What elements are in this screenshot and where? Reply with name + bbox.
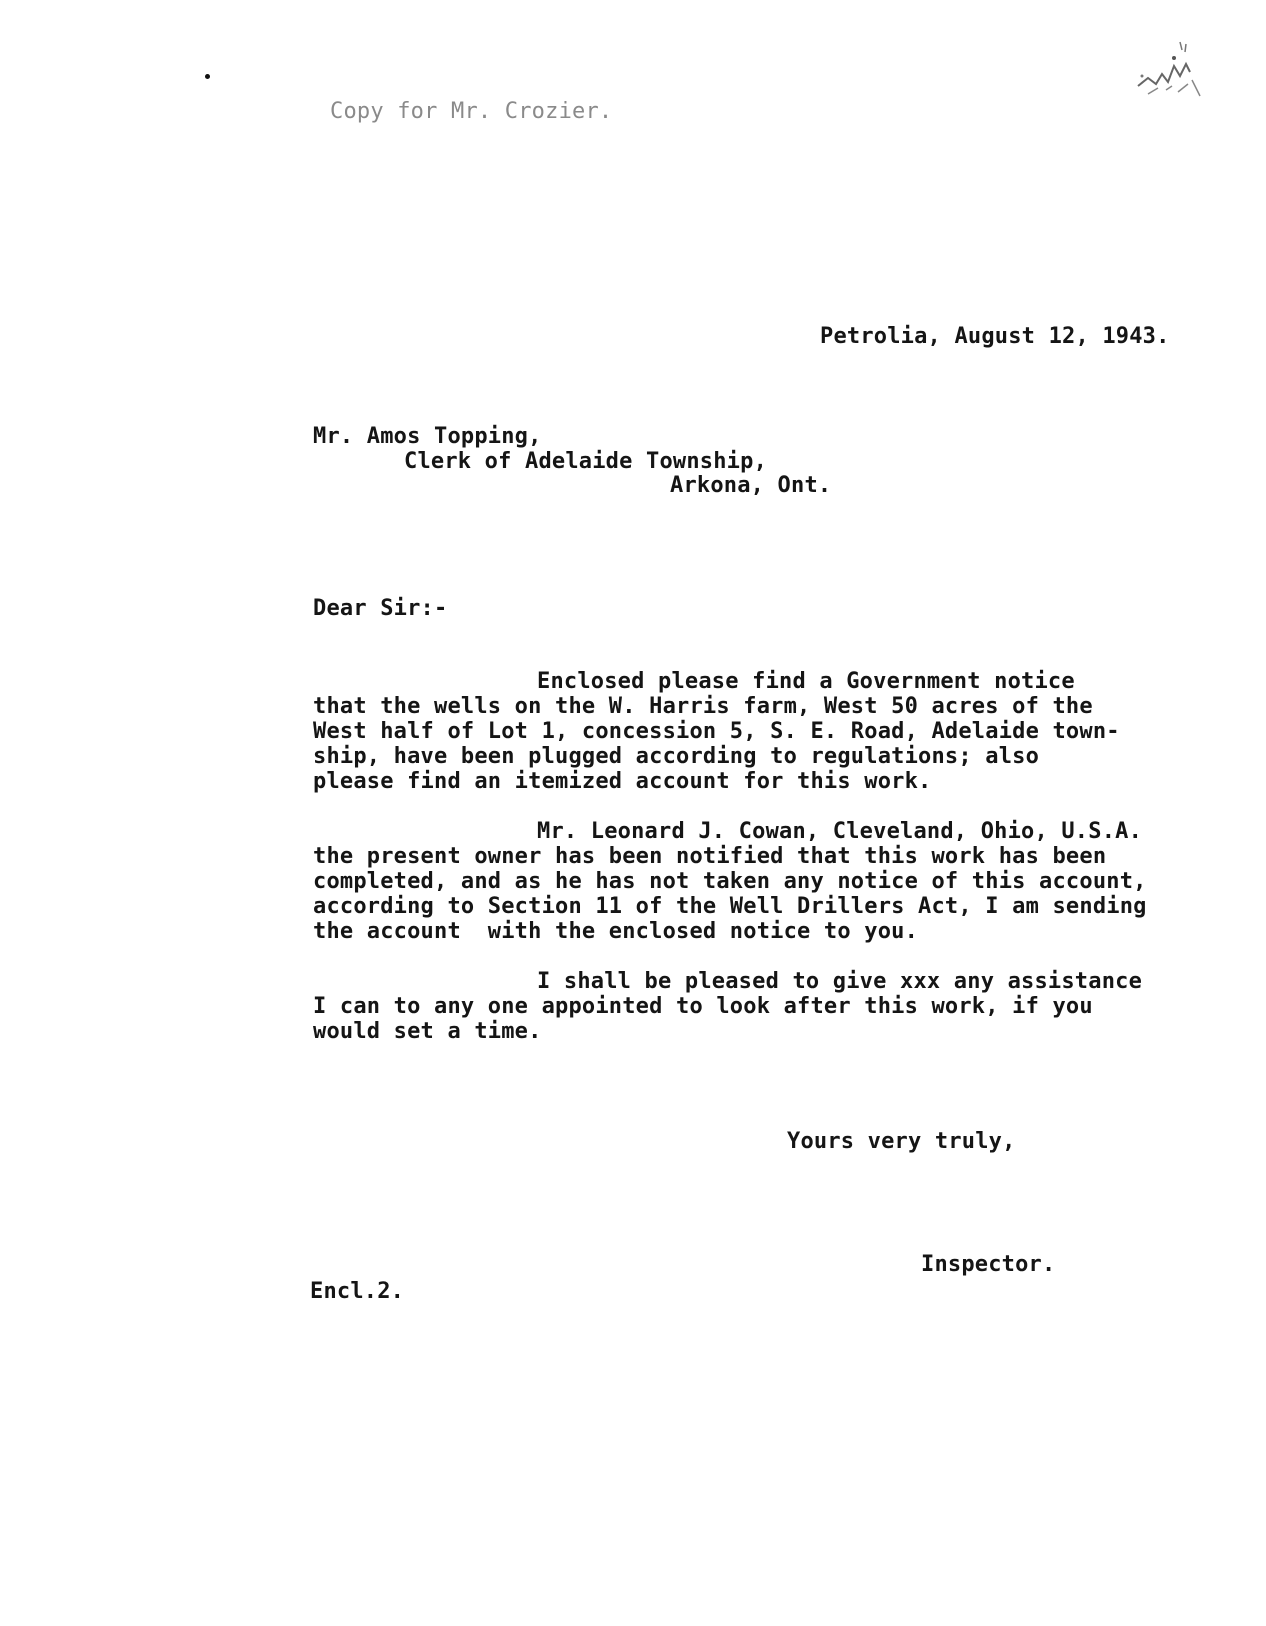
- ink-dot: [205, 74, 210, 79]
- copy-note: Copy for Mr. Crozier.: [330, 99, 613, 124]
- paragraph-line: West half of Lot 1, concession 5, S. E. Road, Adelaide town-: [313, 719, 1120, 744]
- date-line: Petrolia, August 12, 1943.: [820, 324, 1170, 349]
- salutation: Dear Sir:-: [313, 596, 448, 621]
- paragraph-line: Mr. Leonard J. Cowan, Cleveland, Ohio, U.S.A.: [537, 819, 1143, 844]
- paragraph-line: completed, and as he has not taken any notice of this account,: [313, 869, 1147, 894]
- paragraph-line: according to Section 11 of the Well Drillers Act, I am sending: [313, 894, 1147, 919]
- address-line-1: Mr. Amos Topping,: [313, 424, 542, 449]
- enclosure-note: Encl.2.: [310, 1279, 405, 1304]
- paragraph-line: I can to any one appointed to look after this work, if you: [313, 994, 1093, 1019]
- paragraph-line: the present owner has been notified that this work has been: [313, 844, 1107, 869]
- paragraph-line: would set a time.: [313, 1019, 542, 1044]
- paragraph-line: please find an itemized account for this work.: [313, 769, 932, 794]
- address-line-2: Clerk of Adelaide Township,: [404, 449, 768, 474]
- paragraph-line: ship, have been plugged according to regulations; also: [313, 744, 1040, 769]
- closing: Yours very truly,: [787, 1129, 1016, 1154]
- paragraph-line: the account with the enclosed notice to you.: [313, 919, 919, 944]
- ink-mark-stamp: [1128, 36, 1208, 106]
- paragraph-line: I shall be pleased to give xxx any assistance: [537, 969, 1143, 994]
- paragraph-line: Enclosed please find a Government notice: [537, 669, 1075, 694]
- paragraph-line: that the wells on the W. Harris farm, West 50 acres of the: [313, 694, 1093, 719]
- signature-title: Inspector.: [921, 1252, 1056, 1277]
- address-line-3: Arkona, Ont.: [670, 473, 832, 498]
